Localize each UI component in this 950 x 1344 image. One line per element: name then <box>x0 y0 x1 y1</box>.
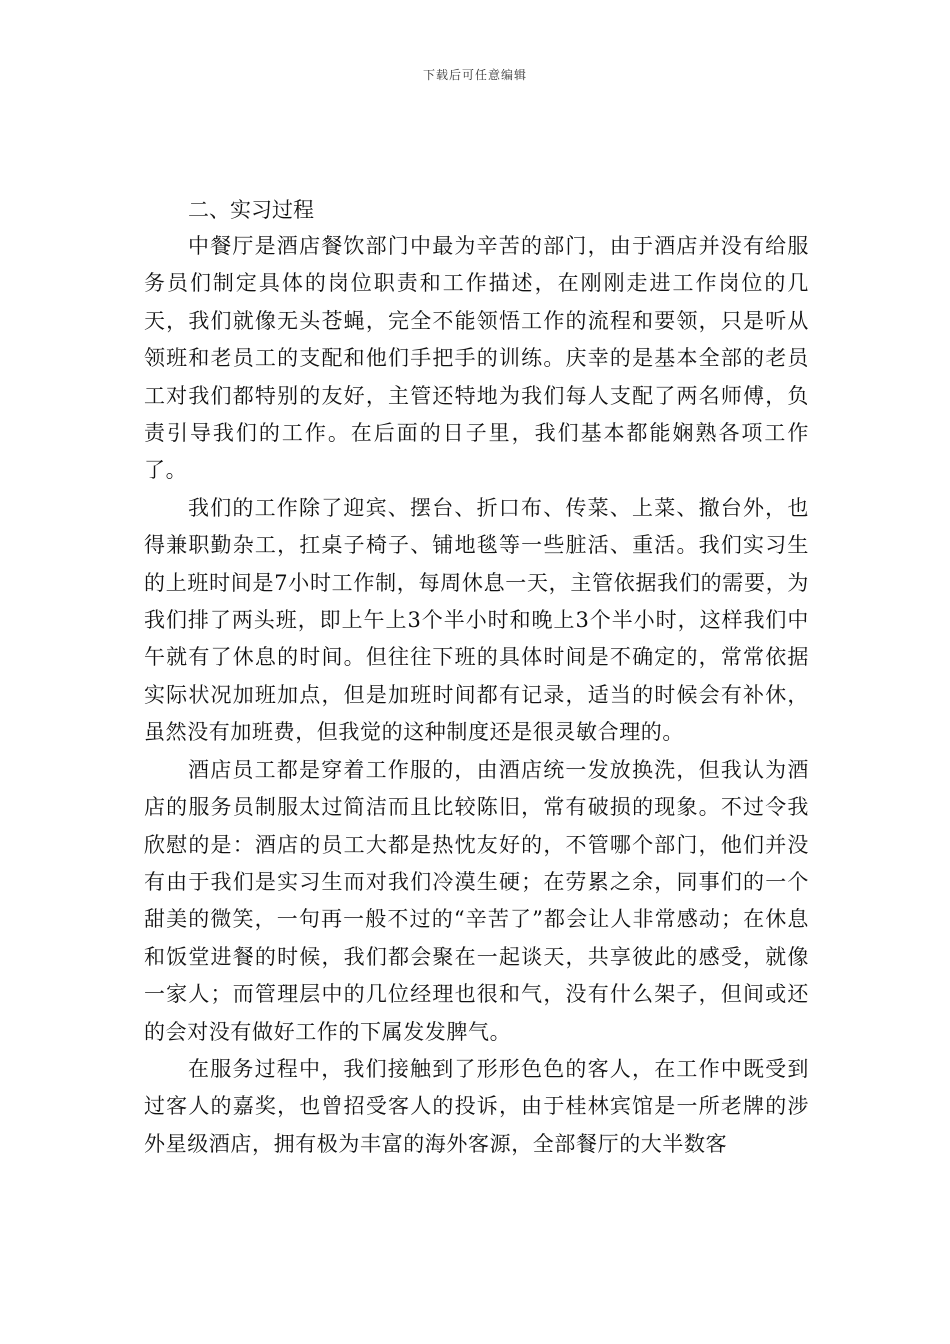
paragraph-4: 在服务过程中，我们接触到了形形色色的客人，在工作中既受到过客人的嘉奖，也曾招受客人的投诉，由于桂林宾馆是一所老牌的涉外星级酒店，拥有极为丰富的海外客源，全部餐厅的大半数客 <box>144 1056 809 1156</box>
header-note: 下载后可任意编辑 <box>422 68 527 82</box>
section-title: 二、实习过程 <box>188 198 314 222</box>
paragraph-3: 酒店员工都是穿着工作服的，由酒店统一发放换洗，但我认为酒店的服务员制服太过简洁而且比较陈旧，常有破损的现象。不过令我欣慰的是：酒店的员工大都是热忱友好的，不管哪个部门，他们并没有由于我们是实习生而对我们冷漠生硬；在劳累之余，同事们的一个甜美的微笑，一句再一般不过的“辛苦了”都会让人非常感动；在休息和饭堂进餐的时候，我们都会聚在一起谈天，共享彼此的感受，就像一家人；而管理层中的几位经理也很和气，没有什么架子，但间或还的会对没有做好工作的下属发发脾气。 <box>144 757 809 1044</box>
document-body <box>144 192 809 1163</box>
paragraph-2: 我们的工作除了迎宾、摆台、折口布、传菜、上菜、撤台外，也得兼职勤杂工，扛桌子椅子、铺地毯等一些脏活、重活。我们实习生的上班时间是7小时工作制，每周休息一天，主管依据我们的需要，为我们排了两头班，即上午上3个半小时和晚上3个半小时，这样我们中午就有了休息的时间。但往往下班的具体时间是不确定的，常常依据实际状况加班加点，但是加班时间都有记录，适当的时候会有补休，虽然没有加班费，但我觉的这种制度还是很灵敏合理的。 <box>144 495 809 745</box>
paragraph-1: 中餐厅是酒店餐饮部门中最为辛苦的部门，由于酒店并没有给服务员们制定具体的岗位职责和工作描述，在刚刚走进工作岗位的几天，我们就像无头苍蝇，完全不能领悟工作的流程和要领，只是听从领班和老员工的支配和他们手把手的训练。庆幸的是基本全部的老员工对我们都特别的友好，主管还特地为我们每人支配了两名师傅，负责引导我们的工作。在后面的日子里，我们基本都能娴熟各项工作了。 <box>144 234 809 483</box>
